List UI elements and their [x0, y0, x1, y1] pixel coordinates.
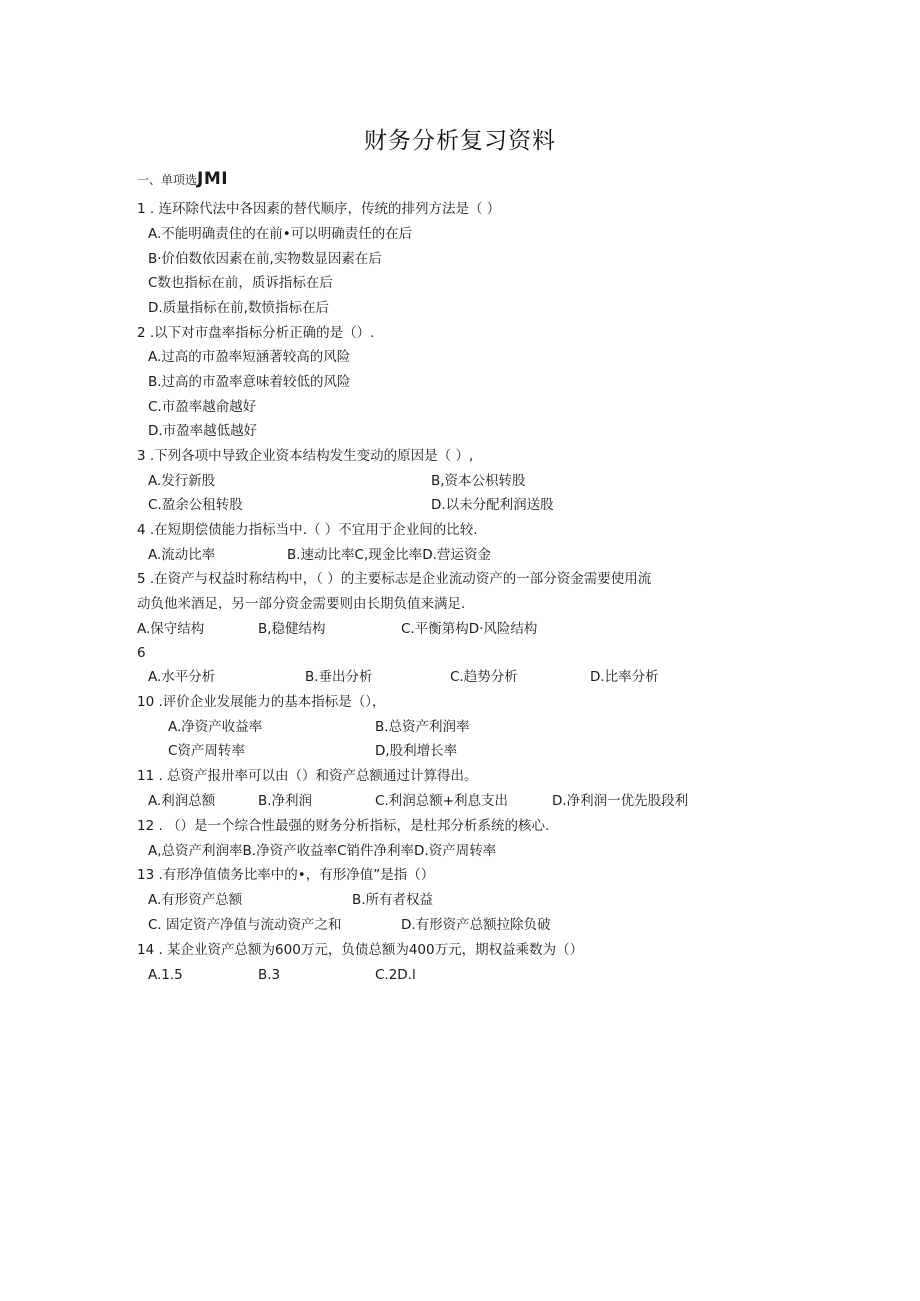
question-14-option-a: A.1.5 [148, 967, 183, 983]
question-6-option-c: C.趋势分析 [450, 669, 518, 685]
question-2-option-a: A.过高的市盈率短涵著较高的风险 [148, 349, 351, 365]
question-2-option-c: C.市盈率越俞越好 [148, 399, 257, 415]
question-3-option-a: A.发行新股 [148, 473, 216, 489]
question-3-option-c: C.盈余公租转股 [148, 497, 243, 513]
question-1-option-d: D.质量指标在前,数愤指标在后 [148, 300, 329, 316]
question-10-option-b: B.总资产利润率 [375, 719, 470, 735]
question-1: 1 . 连环除代法中各因素的替代顺序，传统的排列方法是（ ） [137, 201, 501, 217]
question-1-option-b: B·价伯数依因素在前,实物数显因素在后 [148, 251, 382, 267]
question-12: 12 . （）是一个综合性最强的财务分析指标，是杜邦分析系统的核心. [137, 818, 550, 834]
question-5-option-cd: C.平衡第构D·风险结构 [401, 621, 538, 637]
question-10-option-a: A.净资产收益率 [168, 719, 263, 735]
question-2: 2 .以下对市盘率指标分析正确的是（）. [137, 325, 375, 341]
question-5-option-a: A.保守结构 [137, 621, 205, 637]
question-3-option-d: D.以未分配利润送股 [431, 497, 554, 513]
question-10-option-d: D,股利增长率 [375, 743, 458, 759]
question-12-options: A,总资产利润率B.净资产收益率C销件净利率D.资产周转率 [148, 843, 497, 859]
question-10-option-c: C资产周转率 [168, 743, 245, 759]
question-13-option-c: C. 固定资产净值与流动资产之和 [148, 917, 342, 933]
question-5-option-b: B,稳健结构 [258, 621, 326, 637]
question-6: 6 [137, 645, 146, 661]
question-11-option-d: D.净利润一优先股段利 [552, 793, 689, 809]
question-1-option-c: C数也指标在前，质诉指标在后 [148, 275, 333, 291]
section-heading-suffix: JMI [197, 169, 229, 189]
question-4-option-bcd: B.速动比率C,现金比率D.营运资金 [287, 547, 491, 563]
question-13: 13 .有形净值债务比率中的•，有形净值”是指（） [137, 867, 435, 883]
question-5-continued: 动负他米酒足，另一部分资金需要则由长期负值来满足. [137, 596, 466, 612]
question-5: 5 .在资产与权益时称结构中，（ ）的主要标志是企业流动资产的一部分资金需要使用流 [137, 571, 652, 587]
question-11: 11 . 总资产报卅率可以由（）和资产总额通过计算得出。 [137, 768, 478, 784]
question-10: 10 .评价企业发展能力的基本指标是（）， [137, 694, 386, 710]
question-14-option-b: B.3 [258, 967, 281, 983]
question-11-option-c: C.利润总额+利息支出 [375, 793, 509, 809]
question-4: 4 .在短期偿债能力指标当中.（ ）不宜用于企业间的比较. [137, 522, 478, 538]
question-1-option-a: A.不能明确责住的在前•可以明确责任的在后 [148, 226, 413, 242]
page-title: 财务分析复习资料 [364, 128, 556, 154]
question-3: 3 .下列各项中导致企业资本结构发生变动的原因是（ ）, [137, 448, 474, 464]
question-14-option-cd: C.2D.l [375, 967, 416, 983]
question-2-option-d: D.市盈率越低越好 [148, 423, 258, 439]
question-6-option-d: D.比率分析 [590, 669, 659, 685]
question-13-option-d: D.有形资产总额拉除负破 [401, 917, 551, 933]
question-3-option-b: B,资本公枳转股 [431, 473, 526, 489]
section-heading-prefix: 一、单项选 [137, 173, 198, 187]
question-2-option-b: B.过高的市盈率意味着较低的风险 [148, 374, 351, 390]
question-14: 14 . 某企业资产总额为600万元，负债总额为400万元，期权益乘数为（） [137, 942, 584, 958]
question-6-option-b: B.垂出分析 [305, 669, 373, 685]
question-11-option-a: A.利润总额 [148, 793, 216, 809]
question-13-option-b: B.所有者权益 [352, 892, 434, 908]
question-6-option-a: A.水平分析 [148, 669, 216, 685]
section-heading [137, 170, 228, 189]
question-4-option-a: A.流动比率 [148, 547, 216, 563]
question-13-option-a: A.有形资产总额 [148, 892, 243, 908]
question-11-option-b: B.净利润 [258, 793, 313, 809]
